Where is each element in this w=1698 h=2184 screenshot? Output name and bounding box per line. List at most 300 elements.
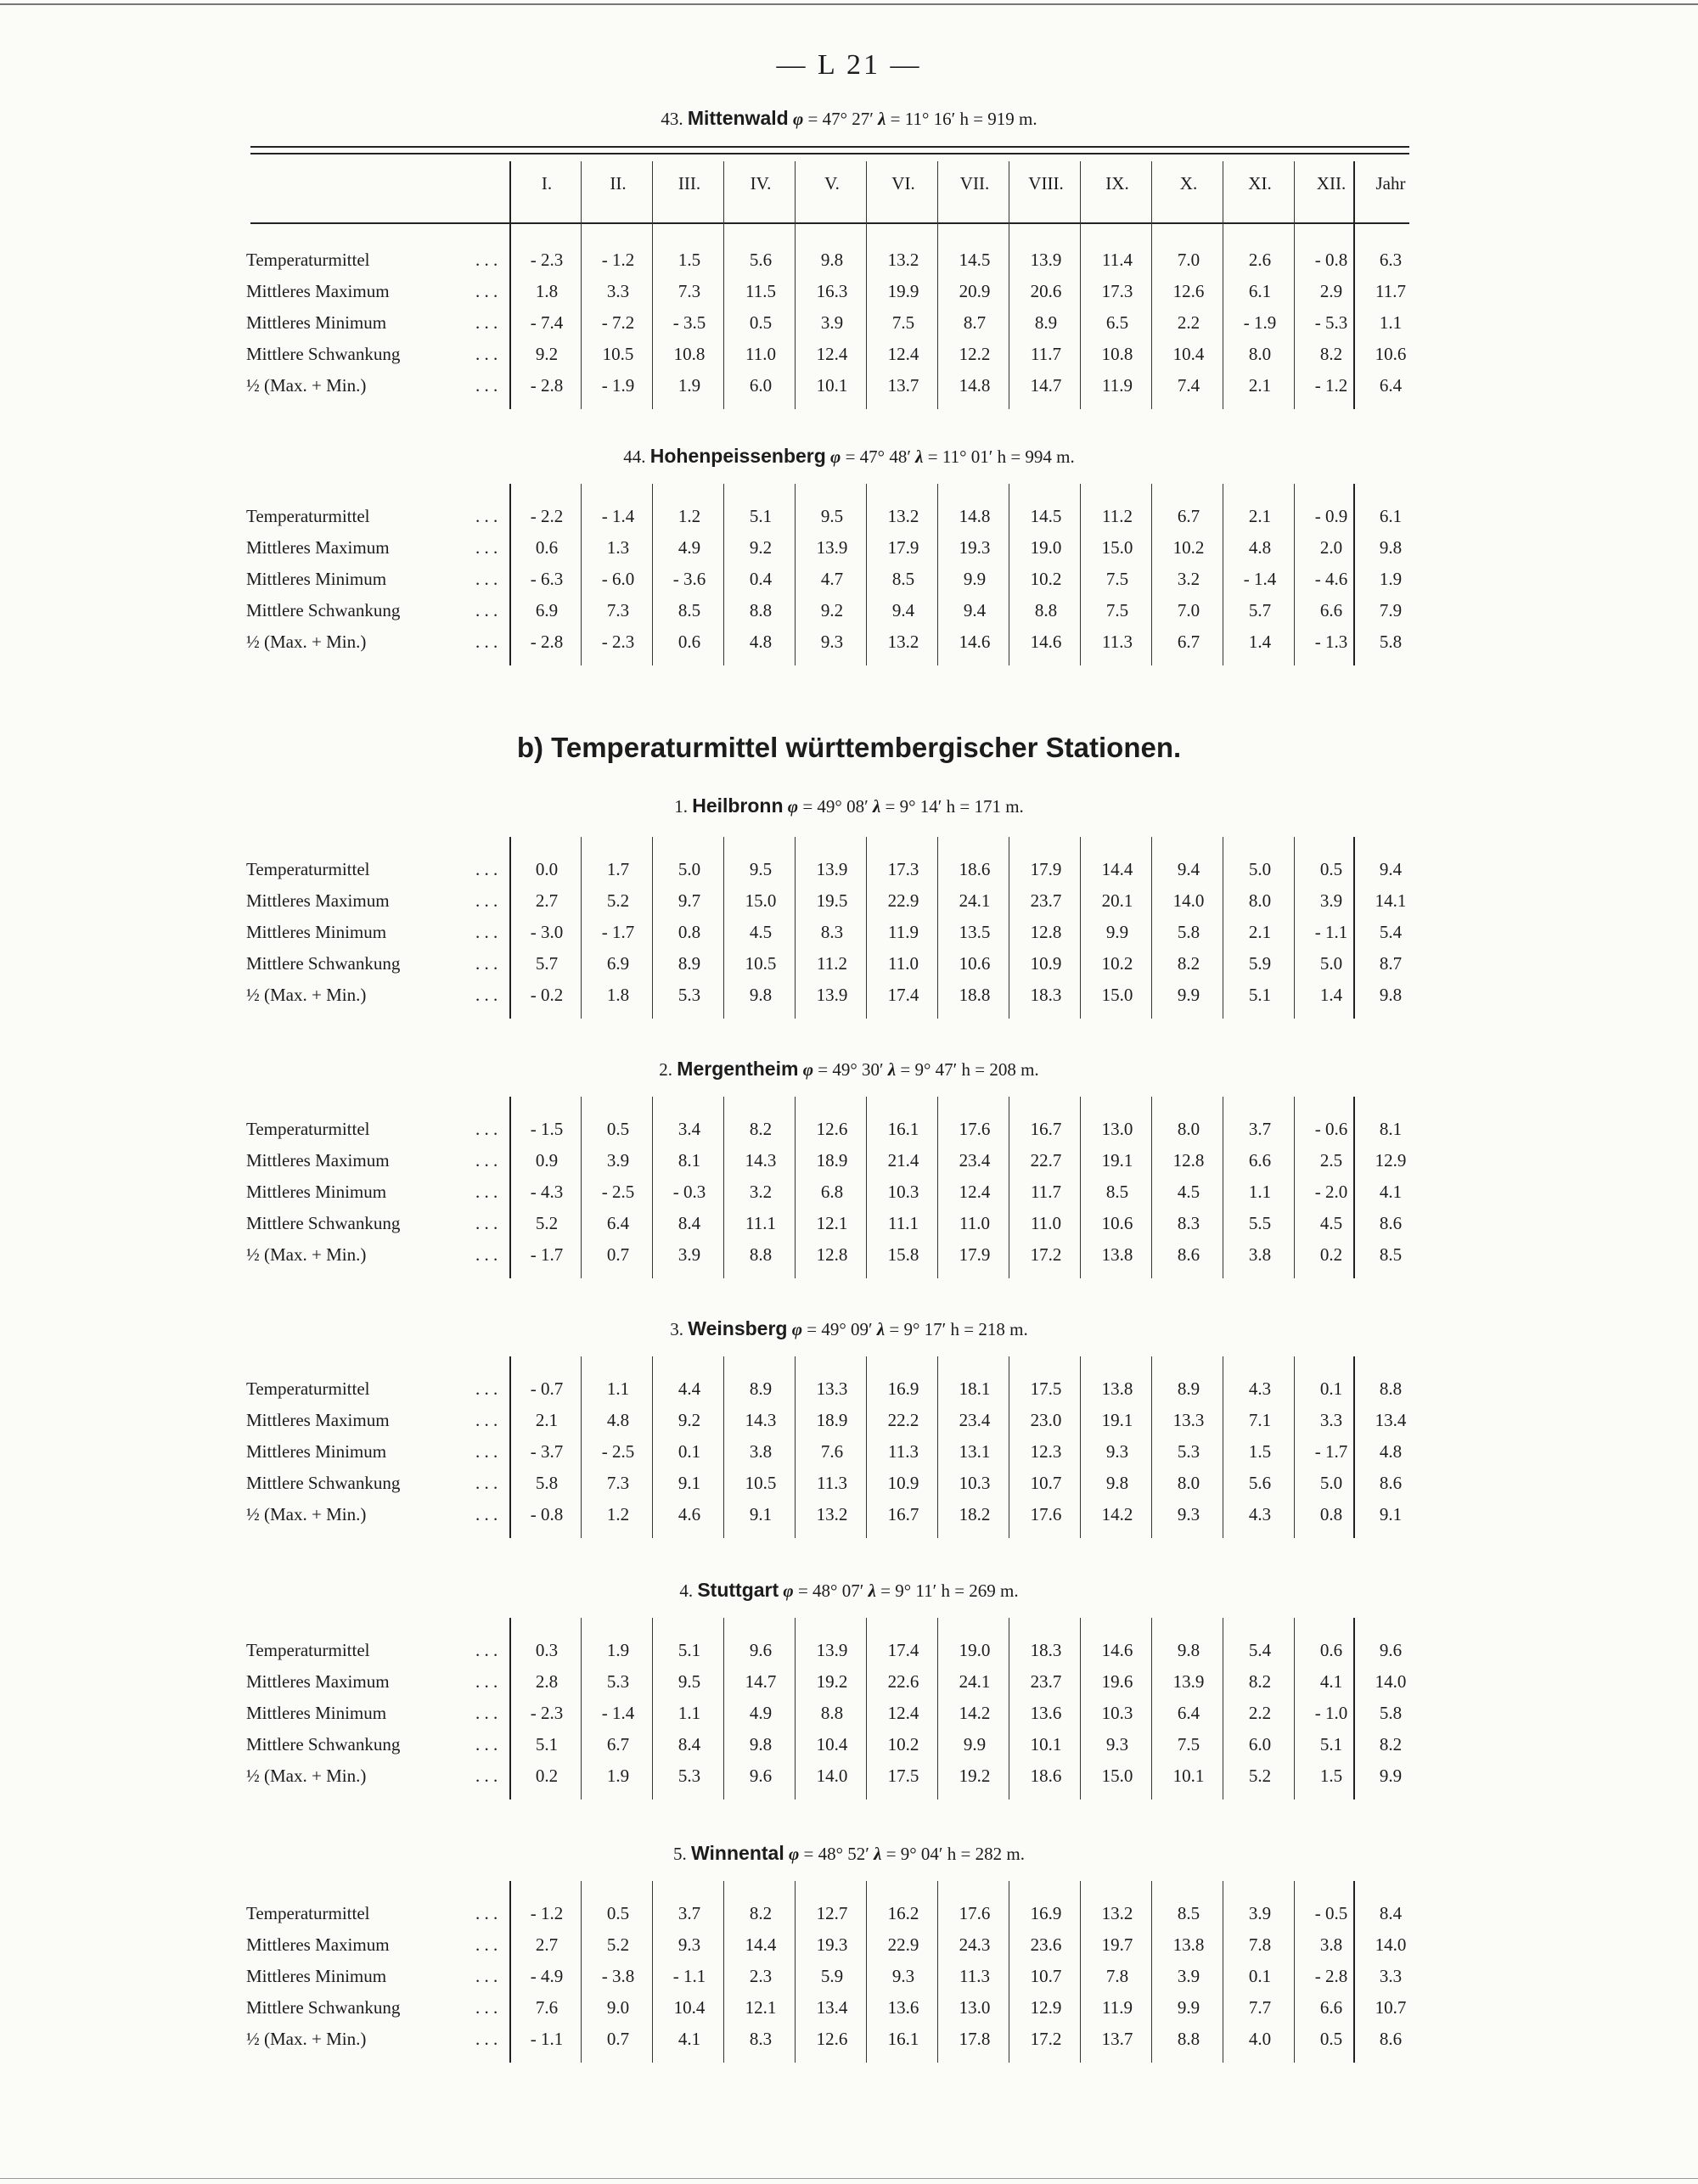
table-cell: 4.1 — [678, 2029, 701, 2049]
table-cell: 2.2 — [1248, 1703, 1272, 1723]
table-cell: 17.2 — [1030, 2029, 1062, 2049]
table-cell: 18.8 — [959, 985, 991, 1005]
table-cell: 11.7 — [1375, 281, 1406, 301]
table-cell: 19.3 — [959, 537, 991, 558]
table-cell: 9.3 — [1177, 1504, 1200, 1524]
table-cell: 6.7 — [1177, 506, 1200, 526]
table-cell: 9.3 — [1105, 1734, 1129, 1754]
table-cell: 7.8 — [1248, 1934, 1272, 1955]
row-label — [246, 2029, 498, 2050]
table-cell: 9.7 — [678, 890, 701, 911]
table-cell: - 3.5 — [672, 312, 706, 333]
table-cell: 9.8 — [749, 985, 773, 1005]
table-cell: 3.7 — [1248, 1119, 1272, 1139]
table-cell: 8.9 — [749, 1378, 773, 1399]
table-cell: 9.6 — [749, 1640, 773, 1660]
table-cell: - 4.9 — [530, 1966, 564, 1986]
station-name: Heilbronn — [692, 794, 784, 817]
row-label-text: Temperaturmittel — [246, 1903, 370, 1923]
latitude-value: = 47° 48′ — [845, 446, 911, 467]
table-cell: 16.2 — [887, 1903, 919, 1923]
row-label-text: Mittleres Maximum — [246, 1671, 390, 1692]
table-cell: 9.4 — [1379, 859, 1403, 879]
table-cell: 4.1 — [1319, 1671, 1343, 1692]
table-cell: 5.2 — [606, 1934, 630, 1955]
table-cell: 11.0 — [959, 1213, 990, 1233]
table-cell: 1.9 — [1379, 569, 1403, 589]
table-cell: 7.3 — [606, 600, 630, 620]
table-cell: 0.1 — [678, 1441, 701, 1462]
page-number: — L 21 — — [776, 49, 922, 81]
table-cell: 18.9 — [816, 1410, 848, 1430]
leader-dots: . . . — [475, 1150, 498, 1171]
leader-dots: . . . — [475, 1378, 498, 1399]
table-cell: - 1.5 — [530, 1119, 564, 1139]
row-label-text: ½ (Max. + Min.) — [246, 1504, 367, 1524]
table-cell: 12.8 — [1030, 922, 1062, 942]
table-cell: - 1.2 — [601, 250, 635, 270]
table-cell: 14.5 — [959, 250, 991, 270]
row-label — [246, 1378, 498, 1400]
table-cell: 8.1 — [678, 1150, 701, 1171]
row-label-text: Mittleres Minimum — [246, 1441, 387, 1462]
leader-dots: . . . — [475, 890, 498, 911]
table-cell: 13.3 — [1172, 1410, 1205, 1430]
table-cell: 13.6 — [887, 1997, 919, 2018]
station-number: 1. — [674, 796, 688, 817]
table-cell: - 7.4 — [530, 312, 564, 333]
table-cell: 5.6 — [1248, 1473, 1272, 1493]
table-cell: 13.8 — [1101, 1378, 1133, 1399]
table-cell: 7.6 — [535, 1997, 559, 2018]
longitude-value: = 11° 01′ — [927, 446, 993, 467]
table-cell: 3.9 — [678, 1244, 701, 1265]
table-cell: 8.2 — [1379, 1734, 1403, 1754]
longitude-symbol: λ — [878, 109, 886, 129]
row-label-text: Mittleres Maximum — [246, 1150, 390, 1171]
table-cell: 8.8 — [1177, 2029, 1200, 2049]
table-cell: 1.1 — [678, 1703, 701, 1723]
table-cell: 6.9 — [606, 953, 630, 974]
table-cell: - 6.0 — [601, 569, 635, 589]
row-label — [246, 859, 498, 880]
table-cell: 5.0 — [1248, 859, 1272, 879]
table-cell: 1.5 — [1319, 1766, 1343, 1786]
table-cell: 1.8 — [606, 985, 630, 1005]
table-cell: 23.0 — [1030, 1410, 1062, 1430]
table-cell: 14.3 — [745, 1150, 777, 1171]
table-cell: 19.1 — [1101, 1410, 1133, 1430]
leader-dots: . . . — [475, 1903, 498, 1923]
table-cell: - 2.8 — [1314, 1966, 1348, 1986]
table-cell: 8.4 — [678, 1734, 701, 1754]
leader-dots: . . . — [475, 1966, 498, 1986]
table-cell: 13.9 — [1172, 1671, 1205, 1692]
table-cell: 2.1 — [1248, 506, 1272, 526]
leader-dots: . . . — [475, 1244, 498, 1265]
table-cell: 8.2 — [1319, 344, 1343, 364]
row-label — [246, 569, 498, 590]
table-cell: 16.3 — [816, 281, 848, 301]
leader-dots: . . . — [475, 250, 498, 270]
table-cell: 5.0 — [1319, 953, 1343, 974]
table-cell: 10.1 — [1172, 1766, 1205, 1786]
table-cell: - 6.3 — [530, 569, 564, 589]
table-cell: 9.5 — [749, 859, 773, 879]
table-cell: 1.8 — [535, 281, 559, 301]
table-cell: 13.2 — [887, 506, 919, 526]
table-cell: 2.7 — [535, 1934, 559, 1955]
table-cell: 9.1 — [749, 1504, 773, 1524]
row-label — [246, 1766, 498, 1787]
station-name: Weinsberg — [688, 1317, 788, 1339]
table-cell: 24.1 — [959, 890, 991, 911]
table-cell: 17.4 — [887, 985, 919, 1005]
table-cell: 0.5 — [606, 1903, 630, 1923]
row-label-text: Temperaturmittel — [246, 1119, 370, 1139]
leader-dots: . . . — [475, 953, 498, 974]
table-cell: - 1.4 — [601, 506, 635, 526]
table-cell: 12.8 — [816, 1244, 848, 1265]
row-label — [246, 632, 498, 653]
header-double-rule — [250, 146, 1409, 154]
row-label — [246, 1119, 498, 1140]
leader-dots: . . . — [475, 1213, 498, 1233]
table-cell: 9.5 — [820, 506, 844, 526]
table-cell: 3.2 — [749, 1182, 773, 1202]
table-cell: 9.3 — [820, 632, 844, 652]
row-label — [246, 1734, 498, 1755]
row-label — [246, 1934, 498, 1956]
table-cell: 8.7 — [963, 312, 987, 333]
leader-dots: . . . — [475, 922, 498, 942]
table-cell: 5.4 — [1248, 1640, 1272, 1660]
table-cell: 6.8 — [820, 1182, 844, 1202]
table-cell: 9.6 — [1379, 1640, 1403, 1660]
station-number: 3. — [670, 1319, 684, 1339]
table-cell: 7.5 — [1177, 1734, 1200, 1754]
section-b-heading: b) Temperaturmittel württembergischer Stationen. — [516, 732, 1182, 763]
table-cell: - 2.3 — [530, 1703, 564, 1723]
table-cell: 10.5 — [745, 1473, 777, 1493]
table-cell: 5.6 — [749, 250, 773, 270]
table-cell: 5.7 — [1248, 600, 1272, 620]
table-cell: 5.8 — [1177, 922, 1200, 942]
table-cell: 8.0 — [1177, 1119, 1200, 1139]
table-cell: 6.1 — [1248, 281, 1272, 301]
table-cell: - 0.2 — [530, 985, 564, 1005]
leader-dots: . . . — [475, 569, 498, 589]
table-cell: 14.0 — [1172, 890, 1205, 911]
table-cell: 0.8 — [678, 922, 701, 942]
table-cell: 1.9 — [678, 375, 701, 396]
leader-dots: . . . — [475, 1934, 498, 1955]
table-cell: 11.3 — [959, 1966, 990, 1986]
table-cell: 8.6 — [1379, 1473, 1403, 1493]
table-cell: 16.1 — [887, 1119, 919, 1139]
table-cell: 11.7 — [1031, 344, 1061, 364]
table-cell: 18.1 — [959, 1378, 991, 1399]
row-label — [246, 1182, 498, 1203]
month-header: XII. — [1316, 173, 1347, 194]
table-cell: 1.9 — [606, 1766, 630, 1786]
table-cell: 2.0 — [1319, 537, 1343, 558]
table-cell: 4.5 — [1177, 1182, 1200, 1202]
row-label-text: Mittleres Minimum — [246, 569, 387, 589]
row-label — [246, 922, 498, 943]
table-cell: 2.3 — [749, 1966, 773, 1986]
table-cell: 0.5 — [749, 312, 773, 333]
table-cell: 8.0 — [1177, 1473, 1200, 1493]
station-title — [0, 1058, 1698, 1081]
table-cell: 14.1 — [1375, 890, 1407, 911]
table-cell: 5.8 — [1379, 632, 1403, 652]
table-cell: 17.6 — [959, 1903, 991, 1923]
table-cell: 18.9 — [816, 1150, 848, 1171]
leader-dots: . . . — [475, 1703, 498, 1723]
table-cell: 8.8 — [1034, 600, 1058, 620]
table-cell: - 2.3 — [601, 632, 635, 652]
table-cell: 5.2 — [535, 1213, 559, 1233]
leader-dots: . . . — [475, 1504, 498, 1524]
table-cell: - 1.9 — [601, 375, 635, 396]
table-cell: 23.6 — [1030, 1934, 1062, 1955]
table-cell: 9.8 — [1379, 537, 1403, 558]
table-cell: 8.5 — [891, 569, 915, 589]
table-cell: 0.1 — [1319, 1378, 1343, 1399]
row-label-text: Temperaturmittel — [246, 506, 370, 526]
table-cell: 6.4 — [1379, 375, 1403, 396]
table-cell: - 2.2 — [530, 506, 564, 526]
table-cell: 6.4 — [606, 1213, 630, 1233]
table-cell: 7.6 — [820, 1441, 844, 1462]
table-cell: 19.2 — [816, 1671, 848, 1692]
longitude-value: = 9° 04′ — [886, 1844, 943, 1864]
table-cell: 13.7 — [1101, 2029, 1133, 2049]
station-height: h = 208 m. — [961, 1059, 1039, 1080]
row-label-text: Mittleres Minimum — [246, 1703, 387, 1723]
table-cell: 12.6 — [1172, 281, 1205, 301]
table-cell: 7.3 — [606, 1473, 630, 1493]
table-cell: 6.6 — [1319, 1997, 1343, 2018]
table-cell: 10.2 — [1172, 537, 1205, 558]
table-cell: 12.2 — [959, 344, 991, 364]
latitude-value: = 47° 27′ — [807, 109, 874, 129]
table-cell: 9.1 — [1379, 1504, 1403, 1524]
table-cell: 9.9 — [963, 569, 987, 589]
row-label — [246, 250, 498, 271]
table-cell: 17.6 — [959, 1119, 991, 1139]
table-cell: 18.6 — [1030, 1766, 1062, 1786]
table-cell: 11.9 — [1102, 1997, 1133, 2018]
table-cell: 12.9 — [1030, 1997, 1062, 2018]
table-cell: 11.5 — [745, 281, 776, 301]
table-cell: 17.3 — [887, 859, 919, 879]
month-header: IX. — [1105, 173, 1129, 194]
leader-dots: . . . — [475, 632, 498, 652]
leader-dots: . . . — [475, 1473, 498, 1493]
table-cell: - 3.8 — [601, 1966, 635, 1986]
station-name: Mergentheim — [677, 1058, 799, 1080]
table-cell: 1.2 — [678, 506, 701, 526]
leader-dots: . . . — [475, 859, 498, 879]
table-cell: 12.4 — [816, 344, 848, 364]
table-cell: 10.7 — [1375, 1997, 1407, 2018]
row-label — [246, 1473, 498, 1494]
month-header: II. — [610, 173, 627, 194]
table-cell: 19.5 — [816, 890, 848, 911]
table-cell: 5.1 — [1248, 985, 1272, 1005]
station-number: 5. — [673, 1844, 687, 1864]
table-cell: 4.6 — [678, 1504, 701, 1524]
table-cell: 19.9 — [887, 281, 919, 301]
table-cell: 17.3 — [1101, 281, 1133, 301]
table-cell: 4.0 — [1248, 2029, 1272, 2049]
table-cell: 11.0 — [1031, 1213, 1061, 1233]
table-cell: 9.8 — [1177, 1640, 1200, 1660]
table-cell: 23.4 — [959, 1410, 991, 1430]
table-cell: 1.1 — [1248, 1182, 1272, 1202]
table-cell: 0.8 — [1319, 1504, 1343, 1524]
row-label — [246, 1966, 498, 1987]
table-cell: 9.2 — [678, 1410, 701, 1430]
row-label-text: Mittleres Minimum — [246, 922, 387, 942]
row-label-text: Mittleres Maximum — [246, 537, 390, 558]
table-cell: 1.7 — [606, 859, 630, 879]
table-cell: 8.9 — [1034, 312, 1058, 333]
month-header: VII. — [959, 173, 990, 194]
row-label-text: Mittleres Minimum — [246, 1182, 387, 1202]
table-cell: 13.4 — [816, 1997, 848, 2018]
table-cell: - 0.9 — [1314, 506, 1348, 526]
row-label — [246, 1213, 498, 1234]
table-cell: 11.2 — [1102, 506, 1133, 526]
row-label-text: ½ (Max. + Min.) — [246, 632, 367, 652]
leader-dots: . . . — [475, 281, 498, 301]
latitude-value: = 49° 08′ — [802, 796, 869, 817]
table-cell: 0.3 — [535, 1640, 559, 1660]
station-name: Mittenwald — [687, 107, 789, 129]
table-cell: 7.7 — [1248, 1997, 1272, 2018]
table-cell: 17.9 — [887, 537, 919, 558]
table-cell: 8.5 — [1105, 1182, 1129, 1202]
row-label — [246, 344, 498, 365]
table-cell: 0.4 — [749, 569, 773, 589]
row-label-text: Temperaturmittel — [246, 1640, 370, 1660]
longitude-value: = 9° 11′ — [880, 1580, 937, 1601]
table-cell: 18.3 — [1030, 985, 1062, 1005]
row-label — [246, 1244, 498, 1266]
table-cell: 8.6 — [1379, 2029, 1403, 2049]
table-cell: 10.3 — [887, 1182, 919, 1202]
table-cell: 8.9 — [1177, 1378, 1200, 1399]
table-cell: 5.1 — [678, 1640, 701, 1660]
table-cell: 1.4 — [1248, 632, 1272, 652]
table-cell: 0.6 — [535, 537, 559, 558]
station-height: h = 269 m. — [941, 1580, 1019, 1601]
row-label — [246, 1703, 498, 1724]
table-cell: 10.4 — [673, 1997, 706, 2018]
latitude-value: = 48° 07′ — [797, 1580, 864, 1601]
leader-dots: . . . — [475, 312, 498, 333]
row-label-text: Mittlere Schwankung — [246, 953, 401, 974]
table-cell: 8.5 — [1177, 1903, 1200, 1923]
table-cell: 0.9 — [535, 1150, 559, 1171]
table-cell: - 0.3 — [672, 1182, 706, 1202]
table-cell: 16.9 — [1030, 1903, 1062, 1923]
table-cell: 3.3 — [1379, 1966, 1403, 1986]
row-label — [246, 985, 498, 1006]
table-cell: - 3.0 — [530, 922, 564, 942]
latitude-value: = 49° 09′ — [807, 1319, 873, 1339]
row-label — [246, 953, 498, 974]
table-cell: 7.5 — [1105, 569, 1129, 589]
month-header: VIII. — [1028, 173, 1064, 194]
table-cell: 8.3 — [820, 922, 844, 942]
table-cell: 16.1 — [887, 2029, 919, 2049]
row-label-text: Mittlere Schwankung — [246, 1213, 401, 1233]
table-cell: 13.9 — [816, 859, 848, 879]
table-cell: 8.3 — [1177, 1213, 1200, 1233]
table-cell: 6.4 — [1177, 1703, 1200, 1723]
table-cell: 11.9 — [1102, 375, 1133, 396]
table-cell: 10.7 — [1030, 1473, 1062, 1493]
table-cell: 12.1 — [816, 1213, 848, 1233]
row-label-text: ½ (Max. + Min.) — [246, 375, 367, 396]
row-label-text: Mittleres Minimum — [246, 312, 387, 333]
table-cell: 4.4 — [678, 1378, 701, 1399]
table-cell: - 1.1 — [530, 2029, 564, 2049]
table-cell: 12.6 — [816, 1119, 848, 1139]
station-title — [0, 1317, 1698, 1340]
table-cell: 11.3 — [817, 1473, 847, 1493]
table-cell: 22.9 — [887, 890, 919, 911]
table-cell: 6.7 — [1177, 632, 1200, 652]
station-name: Winnental — [691, 1842, 784, 1864]
station-height: h = 919 m. — [959, 109, 1037, 129]
table-cell: - 1.0 — [1314, 1703, 1348, 1723]
table-cell: 2.1 — [535, 1410, 559, 1430]
table-cell: 19.0 — [959, 1640, 991, 1660]
table-cell: 2.9 — [1319, 281, 1343, 301]
table-cell: 8.5 — [678, 600, 701, 620]
table-cell: 14.2 — [959, 1703, 991, 1723]
table-cell: 11.0 — [888, 953, 919, 974]
table-cell: 5.7 — [535, 953, 559, 974]
leader-dots: . . . — [475, 1734, 498, 1754]
latitude-symbol: φ — [783, 1580, 794, 1601]
table-cell: 11.7 — [1031, 1182, 1061, 1202]
table-cell: 2.1 — [1248, 375, 1272, 396]
row-label — [246, 312, 498, 334]
table-cell: 17.8 — [959, 2029, 991, 2049]
top-edge-rule — [0, 3, 1698, 5]
table-cell: - 3.7 — [530, 1441, 564, 1462]
table-cell: 5.3 — [678, 1766, 701, 1786]
table-cell: - 4.6 — [1314, 569, 1348, 589]
table-cell: 8.6 — [1379, 1213, 1403, 1233]
table-cell: 9.4 — [963, 600, 987, 620]
table-cell: 19.1 — [1101, 1150, 1133, 1171]
table-cell: 22.2 — [887, 1410, 919, 1430]
row-label-text: Mittleres Maximum — [246, 1934, 390, 1955]
table-cell: 0.7 — [606, 2029, 630, 2049]
table-cell: 15.8 — [887, 1244, 919, 1265]
table-cell: 10.8 — [673, 344, 706, 364]
station-name: Hohenpeissenberg — [649, 445, 826, 467]
latitude-symbol: φ — [802, 1059, 813, 1080]
table-cell: 14.6 — [959, 632, 991, 652]
